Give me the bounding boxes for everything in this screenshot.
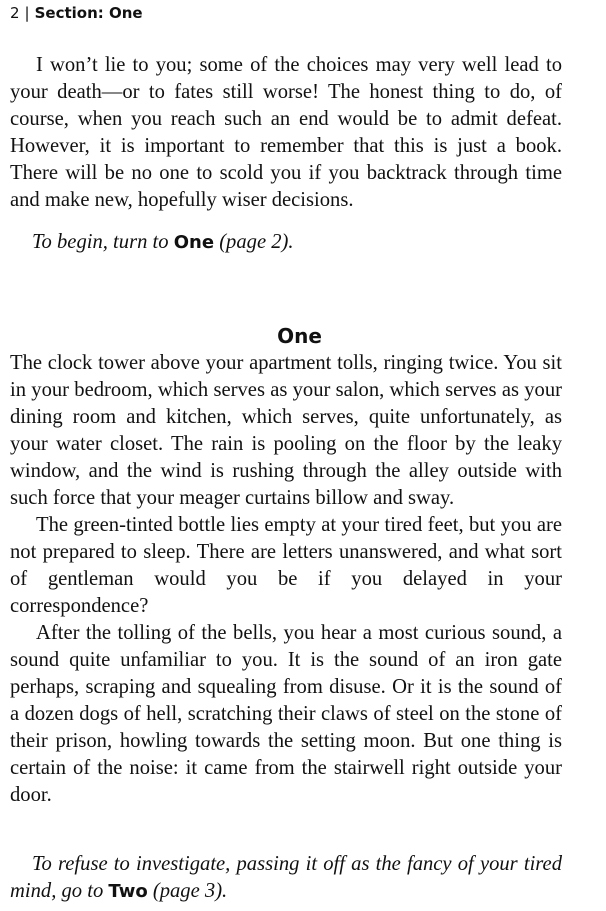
section-paragraph: After the tolling of the bells, you hear a most curious sound, a sound quite unfamiliar to you. It is the sound of an iron gate perhaps, scraping and squealing from disuse. Or it is the sound of a dozen dogs of hell, scratching their claws of steel on the stone of their prison, howling towards the setting moon. But one thing is certain of the noise: it came from the stairwell right outside your door. [10, 622, 562, 806]
section-choice [10, 851, 562, 905]
section-paragraph: The green-tinted bottle lies empty at your tired feet, but you are not prepared to sleep. There are letters unanswered, and what sort of gentleman would you be if you delayed in your correspondence? [10, 514, 562, 617]
running-header [10, 3, 143, 23]
intro-choice-prefix: To begin, turn to [32, 231, 169, 253]
intro-paragraph: I won’t lie to you; some of the choices may very well lead to your death—or to fates still worse! The honest thing to do, of course, when you reach such an end would be to admit defeat. However, it is important to remember that this is just a book. There will be no one to scold you if you backtrack through time and make new, hopefully wiser decisions. [10, 54, 562, 211]
section-heading: One [277, 324, 322, 348]
section-choice-prefix: To refuse to investigate, passing it off as the fancy of your tired mind, go to [10, 853, 562, 902]
choice-link-two[interactable]: Two [108, 881, 148, 902]
page-number: 2 [10, 4, 20, 22]
section-body [10, 350, 562, 809]
section-paragraph: The clock tower above your apartment tolls, ringing twice. You sit in your bedroom, which serves as your salon, which serves as your dining room and kitchen, which serves, quite unfortunately, as your water closet. The rain is pooling on the floor by the leaky window, and the wind is rushing through the alley outside with such force that your meager curtains billow and sway. [10, 352, 562, 509]
intro-choice-suffix: (page 2). [219, 231, 294, 253]
choice-link-one[interactable]: One [173, 232, 215, 253]
section-title: Section: One [34, 4, 143, 22]
header-separator: | [24, 4, 30, 22]
intro-choice [10, 229, 562, 256]
intro-block [10, 52, 562, 214]
section-choice-suffix: (page 3). [152, 880, 228, 902]
